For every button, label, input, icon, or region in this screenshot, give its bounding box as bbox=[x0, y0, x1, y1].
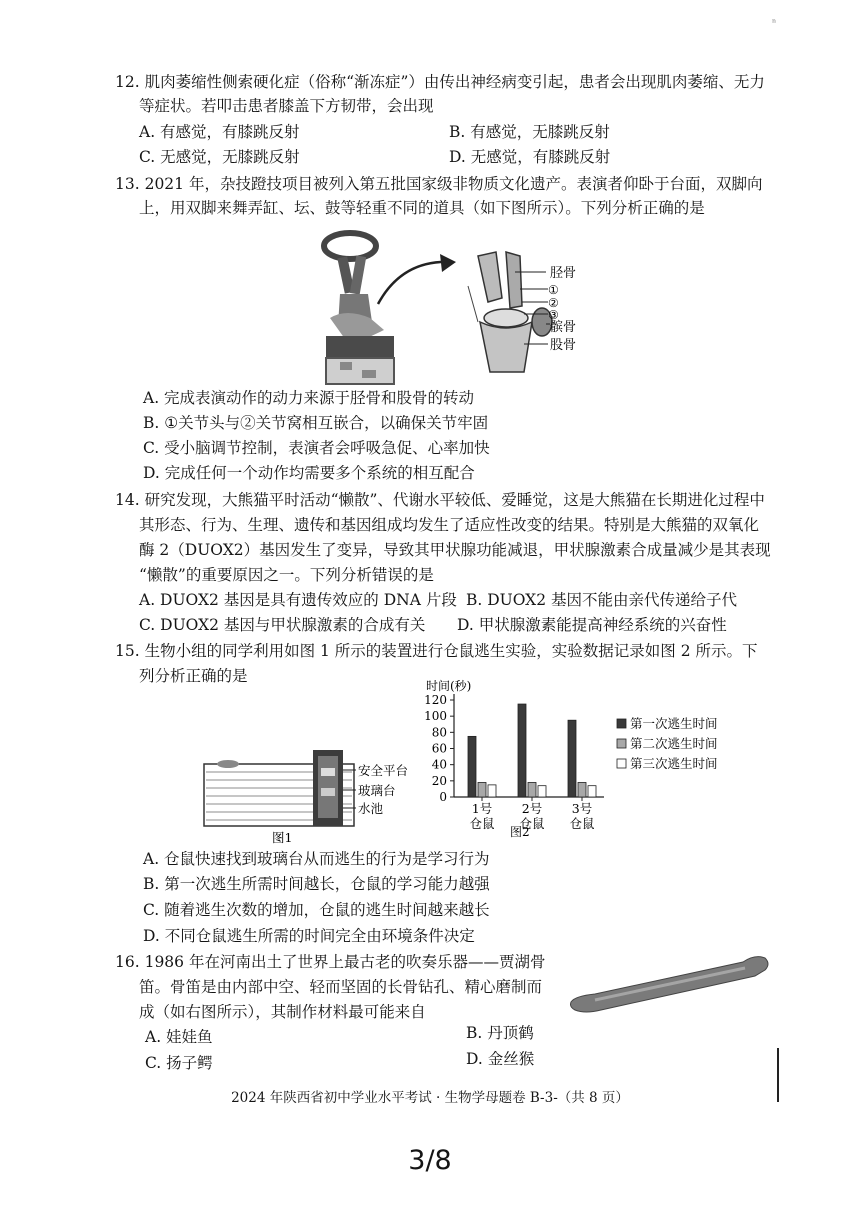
chart-bar bbox=[528, 782, 536, 797]
q16-line3: 成（如右图所示），其制作材料最可能来自 bbox=[139, 1003, 426, 1021]
page-number: 3/8 bbox=[408, 1145, 452, 1176]
q15-chart bbox=[410, 676, 750, 846]
q14-option-b: B. DUOX2 基因不能由亲代传递给子代 bbox=[466, 591, 737, 609]
corner-mark: ⁿ bbox=[772, 18, 777, 29]
chart-bar bbox=[568, 720, 576, 797]
chart-legend-label: 第二次逃生时间 bbox=[630, 736, 718, 751]
q13-option-d: D. 完成任何一个动作均需要多个系统的相互配合 bbox=[143, 464, 475, 482]
label-pool: 水池 bbox=[358, 801, 384, 816]
label-glass-platform: 玻璃台 bbox=[358, 783, 396, 798]
acrobat-photo bbox=[324, 233, 394, 384]
q15-option-b: B. 第一次逃生所需时间越长，仓鼠的学习能力越强 bbox=[143, 875, 490, 893]
chart-ytick-label: 80 bbox=[431, 725, 447, 740]
q16-option-a: A. 娃娃鱼 bbox=[145, 1028, 213, 1046]
q16-line1: 16. 1986 年在河南出土了世界上最古老的吹奏乐器——贾湖骨 bbox=[115, 953, 546, 971]
chart-xtick-label: 仓鼠 bbox=[519, 816, 545, 831]
chart-bar bbox=[588, 786, 596, 797]
label-safe-platform: 安全平台 bbox=[358, 763, 409, 778]
q15-option-d: D. 不同仓鼠逃生所需的时间完全由环境条件决定 bbox=[143, 927, 475, 945]
q12-option-b: B. 有感觉，无膝跳反射 bbox=[449, 123, 610, 141]
chart-ytick-label: 100 bbox=[424, 709, 447, 724]
chart-bar bbox=[478, 782, 486, 797]
label-3: ③ bbox=[548, 308, 559, 322]
q12-line2: 等症状。若叩击患者膝盖下方韧带，会出现 bbox=[139, 97, 434, 115]
q15-line1: 15. 生物小组的同学利用如图 1 所示的装置进行仓鼠逃生实验，实验数据记录如图 2 所示。下 bbox=[115, 642, 758, 660]
label-femur: 股骨 bbox=[550, 338, 577, 353]
q16-option-b: B. 丹顶鹤 bbox=[466, 1024, 534, 1042]
q13-option-c: C. 受小脑调节控制，表演者会呼吸急促、心率加快 bbox=[143, 439, 490, 457]
chart-xtick-label: 2号 bbox=[521, 801, 543, 816]
chart-ytick-label: 20 bbox=[431, 773, 447, 788]
chart-legend-swatch bbox=[617, 759, 626, 768]
q12-option-a: A. 有感觉，有膝跳反射 bbox=[139, 123, 300, 141]
page-footer: 2024 年陕西省初中学业水平考试 · 生物学母题卷 B-3-（共 8 页） bbox=[231, 1090, 629, 1106]
q13-figure bbox=[310, 222, 610, 390]
label-2: ② bbox=[548, 296, 559, 310]
chart-bar bbox=[538, 786, 546, 797]
q14-line3: 酶 2（DUOX2）基因发生了变异，导致其甲状腺功能减退，甲状腺激素合成量减少是其表现 bbox=[139, 541, 771, 559]
q12-line1: 12. 肌肉萎缩性侧索硬化症（俗称“渐冻症”）由传出神经病变引起，患者会出现肌肉萎缩、无力 bbox=[115, 73, 765, 91]
q13-line2: 上，用双脚来舞弄缸、坛、鼓等轻重不同的道具（如下图所示）。下列分析正确的是 bbox=[139, 199, 705, 217]
q14-line2: 其形态、行为、生理、遗传和基因组成均发生了适应性改变的结果。特别是大熊猫的双氧化 bbox=[139, 516, 760, 534]
q15-option-c: C. 随着逃生次数的增加，仓鼠的逃生时间越来越长 bbox=[143, 901, 490, 919]
chart-legend-label: 第三次逃生时间 bbox=[630, 756, 718, 771]
fig1-caption: 图1 bbox=[272, 830, 293, 845]
chart-xtick-label: 仓鼠 bbox=[569, 816, 595, 831]
chart-bar bbox=[488, 785, 496, 797]
q14-line4: “懒散”的重要原因之一。下列分析错误的是 bbox=[139, 566, 434, 584]
q14-option-d: D. 甲状腺激素能提高神经系统的兴奋性 bbox=[457, 616, 727, 634]
q13-option-a: A. 完成表演动作的动力来源于胫骨和股骨的转动 bbox=[143, 389, 475, 407]
q13-line1: 13. 2021 年，杂技蹬技项目被列入第五批国家级非物质文化遗产。表演者仰卧于台面，双脚向 bbox=[115, 175, 763, 193]
q12-option-c: C. 无感觉，无膝跳反射 bbox=[139, 148, 300, 166]
q12-option-d: D. 无感觉，有膝跳反射 bbox=[449, 148, 611, 166]
q14-option-c: C. DUOX2 基因与甲状腺激素的合成有关 bbox=[139, 616, 426, 634]
q16-line2: 笛。骨笛是由内部中空、轻而坚固的长骨钻孔、精心磨制而 bbox=[139, 978, 543, 996]
bone-flute-image bbox=[565, 946, 775, 1016]
chart-bar bbox=[468, 736, 476, 797]
q16-option-c: C. 扬子鳄 bbox=[145, 1054, 213, 1072]
knee-joint-diagram bbox=[468, 252, 552, 372]
chart-xtick-label: 仓鼠 bbox=[469, 816, 495, 831]
arrow-icon bbox=[378, 262, 450, 304]
q15-line2: 列分析正确的是 bbox=[139, 667, 248, 685]
q15-option-a: A. 仓鼠快速找到玻璃台从而逃生的行为是学习行为 bbox=[143, 850, 490, 868]
q13-option-b: B. ①关节头与②关节窝相互嵌合，以确保关节牢固 bbox=[143, 414, 489, 432]
chart-bar bbox=[578, 782, 586, 797]
chart-legend-label: 第一次逃生时间 bbox=[630, 716, 718, 731]
chart-ytick-label: 120 bbox=[424, 693, 447, 707]
chart-xtick-label: 3号 bbox=[571, 801, 593, 816]
label-tibia: 胫骨 bbox=[550, 266, 577, 281]
chart-ylabel: 时间(秒) bbox=[426, 679, 472, 693]
chart-caption: 图2 bbox=[510, 825, 530, 839]
chart-ytick-label: 40 bbox=[431, 757, 447, 772]
label-1: ① bbox=[548, 283, 559, 297]
chart-xtick-label: 1号 bbox=[471, 801, 493, 816]
chart-ytick-label: 0 bbox=[439, 790, 447, 804]
q14-line1: 14. 研究发现，大熊猫平时活动“懒散”、代谢水平较低、爱睡觉，这是大熊猫在长期进化过程中 bbox=[115, 491, 765, 509]
chart-ytick-label: 60 bbox=[431, 741, 447, 756]
q14-option-a: A. DUOX2 基因是具有遗传效应的 DNA 片段 bbox=[139, 591, 457, 609]
chart-bar bbox=[518, 704, 526, 797]
hamster-icon bbox=[217, 760, 239, 768]
label-patella: 髌骨 bbox=[550, 320, 577, 335]
q15-figure1 bbox=[196, 742, 409, 846]
chart-legend-swatch bbox=[617, 739, 626, 748]
chart-legend-swatch bbox=[617, 719, 626, 728]
q16-option-d: D. 金丝猴 bbox=[466, 1050, 535, 1068]
